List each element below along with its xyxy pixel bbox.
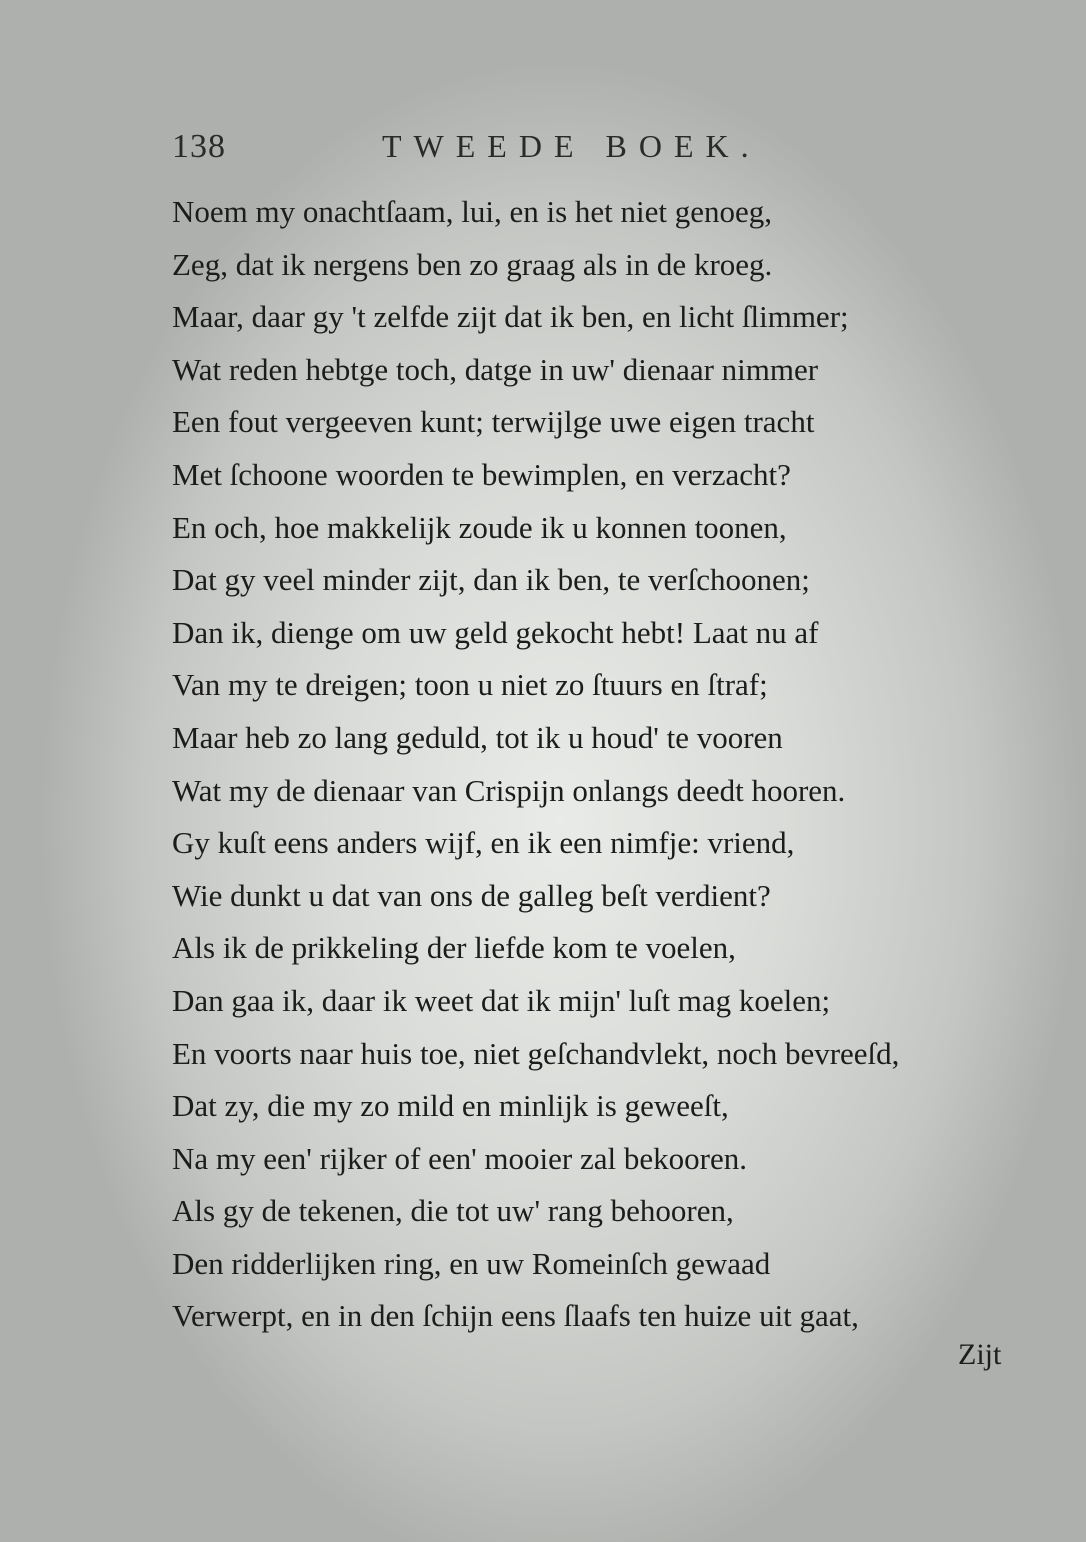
verse-line: Den ridderlijken ring, en uw Romeinſch gewaad — [172, 1245, 771, 1281]
verse-line: Wat my de dienaar van Crispijn onlangs deedt hooren. — [172, 772, 846, 808]
verse-line: Wie dunkt u dat van ons de galleg beſt verdient? — [172, 877, 771, 913]
verse-line: Maar heb zo lang geduld, tot ik u houd' te vooren — [172, 719, 783, 755]
verse-line: Dat gy veel minder zijt, dan ik ben, te verſchoonen; — [172, 562, 810, 598]
catchword: Zijt — [958, 1338, 1002, 1371]
verse-line: Na my een' rijker of een' mooier zal bekooren. — [172, 1140, 747, 1176]
verse-line: Gy kuſt eens anders wijf, en ik een nimfje: vriend, — [172, 825, 795, 861]
verse-line: En voorts naar huis toe, niet geſchandvlekt, noch bevreeſd, — [172, 1035, 900, 1071]
verse-line: Verwerpt, en in den ſchijn eens ſlaafs ten huize uit gaat, — [172, 1298, 859, 1334]
verse-line: Als gy de tekenen, die tot uw' rang behooren, — [172, 1193, 734, 1229]
verse-line: Dan ik, dienge om uw geld gekocht hebt! Laat nu af — [172, 614, 819, 650]
verse-line: Maar, daar gy 't zelfde zijt dat ik ben, en licht ſlimmer; — [172, 299, 849, 335]
verse-line: Als ik de prikkeling der liefde kom te voelen, — [172, 930, 736, 966]
verse-line: Dat zy, die my zo mild en minlijk is geweeſt, — [172, 1088, 729, 1124]
verse-line: En och, hoe makkelijk zoude ik u konnen toonen, — [172, 509, 787, 545]
verse-text — [172, 186, 1022, 1343]
verse-line: Van my te dreigen; toon u niet zo ſtuurs en ſtraf; — [172, 667, 768, 703]
verse-line: Noem my onachtſaam, lui, en is het niet genoeg, — [172, 194, 773, 229]
verse-line: Dan gaa ik, daar ik weet dat ik mijn' luſt mag koelen; — [172, 982, 831, 1018]
verse-line: Wat reden hebtge toch, datge in uw' dienaar nimmer — [172, 351, 819, 387]
page-number: 138 — [172, 128, 226, 165]
page-header — [172, 128, 972, 178]
running-head: TWEEDE BOEK. — [382, 128, 761, 164]
verse-line: Een fout vergeeven kunt; terwijlge uwe eigen tracht — [172, 404, 815, 440]
verse-line: Zeg, dat ik nergens ben zo graag als in de kroeg. — [172, 246, 773, 282]
verse-line: Met ſchoone woorden te bewimplen, en verzacht? — [172, 456, 791, 492]
